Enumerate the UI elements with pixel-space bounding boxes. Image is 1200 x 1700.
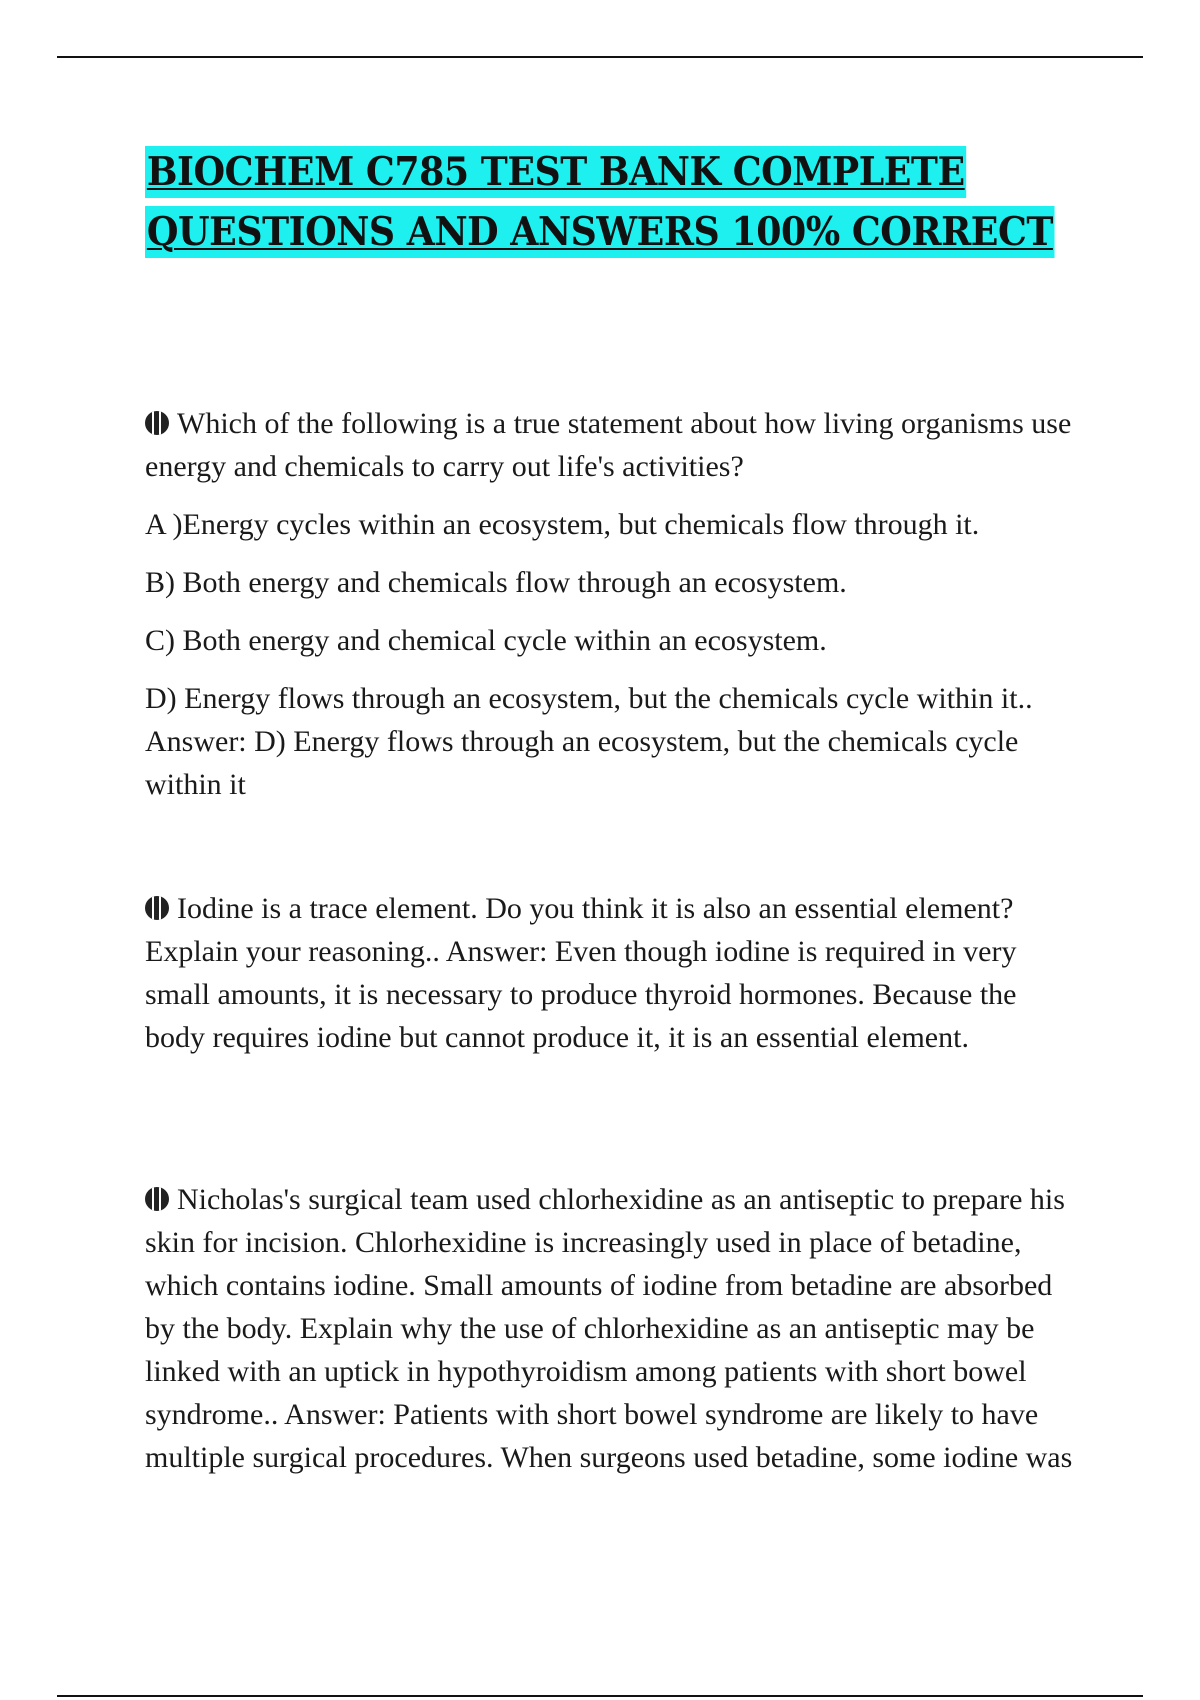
question-text-wrapper <box>145 887 1080 1059</box>
top-rule <box>57 56 1143 58</box>
question-text-wrapper <box>145 1178 1080 1479</box>
title-line-1: BIOCHEM C785 TEST BANK COMPLETE <box>145 146 967 198</box>
answer-option-d: D) Energy flows through an ecosystem, but the chemicals cycle within it.. Answer: D) Energy flows through an ecosystem, but the chemicals cycle within it <box>145 682 1033 801</box>
answer-option-b: B) Both energy and chemicals flow through an ecosystem. <box>145 566 847 599</box>
circle-bullet-icon <box>145 411 169 435</box>
bottom-rule <box>57 1695 1143 1697</box>
title-line-2: QUESTIONS AND ANSWERS 100% CORRECT <box>145 206 1055 258</box>
answer-option-a: A )Energy cycles within an ecosystem, but chemicals flow through it. <box>145 508 980 541</box>
question-item <box>145 1178 1080 1479</box>
document-title <box>145 146 1085 266</box>
question-item <box>145 887 1080 1059</box>
question-text: Which of the following is a true statement about how living organisms use energy and chemicals to carry out life's activities? <box>145 407 1072 483</box>
answer-option-c: C) Both energy and chemical cycle within an ecosystem. <box>145 624 827 657</box>
question-item <box>145 402 1080 806</box>
circle-bullet-icon <box>145 1187 169 1211</box>
question-text-wrapper <box>145 402 1080 488</box>
question-text: Nicholas's surgical team used chlorhexidine as an antiseptic to prepare his skin for incision. Chlorhexidine is increasingly used in place of betadine, which contains iodine. Small amounts of iodine from betadine are absorbed by the body. Explain why the use of chlorhexidine as an antiseptic may be linked with an uptick in hypothyroidism among patients with short bowel syndrome.. Answer: Patients with short bowel syndrome are likely to have multiple surgical procedures. When surgeons used betadine, some iodine was <box>145 1183 1073 1474</box>
circle-bullet-icon <box>145 896 169 920</box>
question-text: Iodine is a trace element. Do you think it is also an essential element? Explain your reasoning.. Answer: Even though iodine is required in very small amounts, it is necessary to produce thyroid hormones. Because the body requires iodine but cannot produce it, it is an essential element. <box>145 892 1017 1054</box>
